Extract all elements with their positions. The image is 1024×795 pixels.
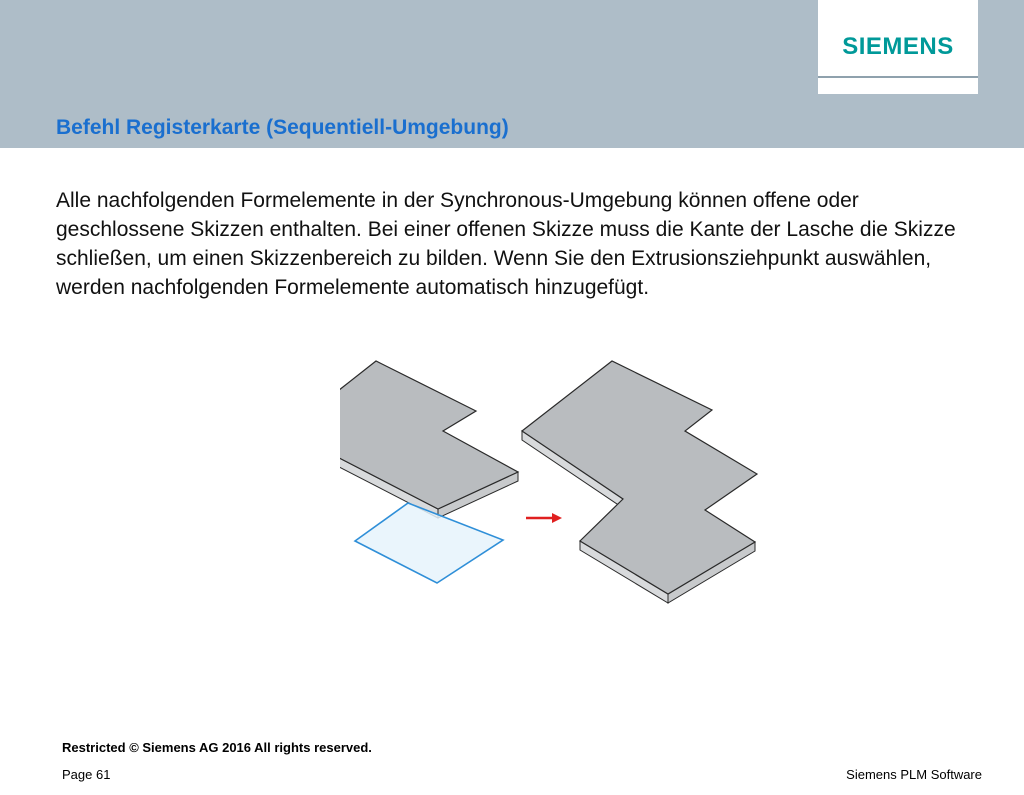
open-sketch-plate <box>340 361 518 583</box>
extrusion-illustration <box>340 355 770 610</box>
extruded-plate-result <box>522 361 757 603</box>
sketch-region <box>355 503 503 583</box>
footer-company: Siemens PLM Software <box>846 767 982 782</box>
arrow-right-icon <box>526 513 562 523</box>
slide-title: Befehl Registerkarte (Sequentiell-Umgebung) <box>56 116 509 139</box>
right-plate-top <box>522 361 757 594</box>
footer-page-number: Page 61 <box>62 767 111 782</box>
siemens-logo <box>818 0 978 76</box>
logo-underbar <box>818 78 978 94</box>
footer-restricted: Restricted © Siemens AG 2016 All rights reserved. <box>62 740 372 755</box>
body-paragraph: Alle nachfolgenden Formelemente in der Synchronous-Umgebung können offene oder geschlossene Skizzen enthalten. Bei einer offenen Skizze muss die Kante der Lasche die Skizze schließen, um einen Skizzenbereich zu bilden. Wenn Sie den Extrusionsziehpunkt auswählen, werden nachfolgenden Formelemente automatisch hinzugefügt. <box>56 189 956 299</box>
siemens-logo-text: SIEMENS <box>842 33 954 60</box>
